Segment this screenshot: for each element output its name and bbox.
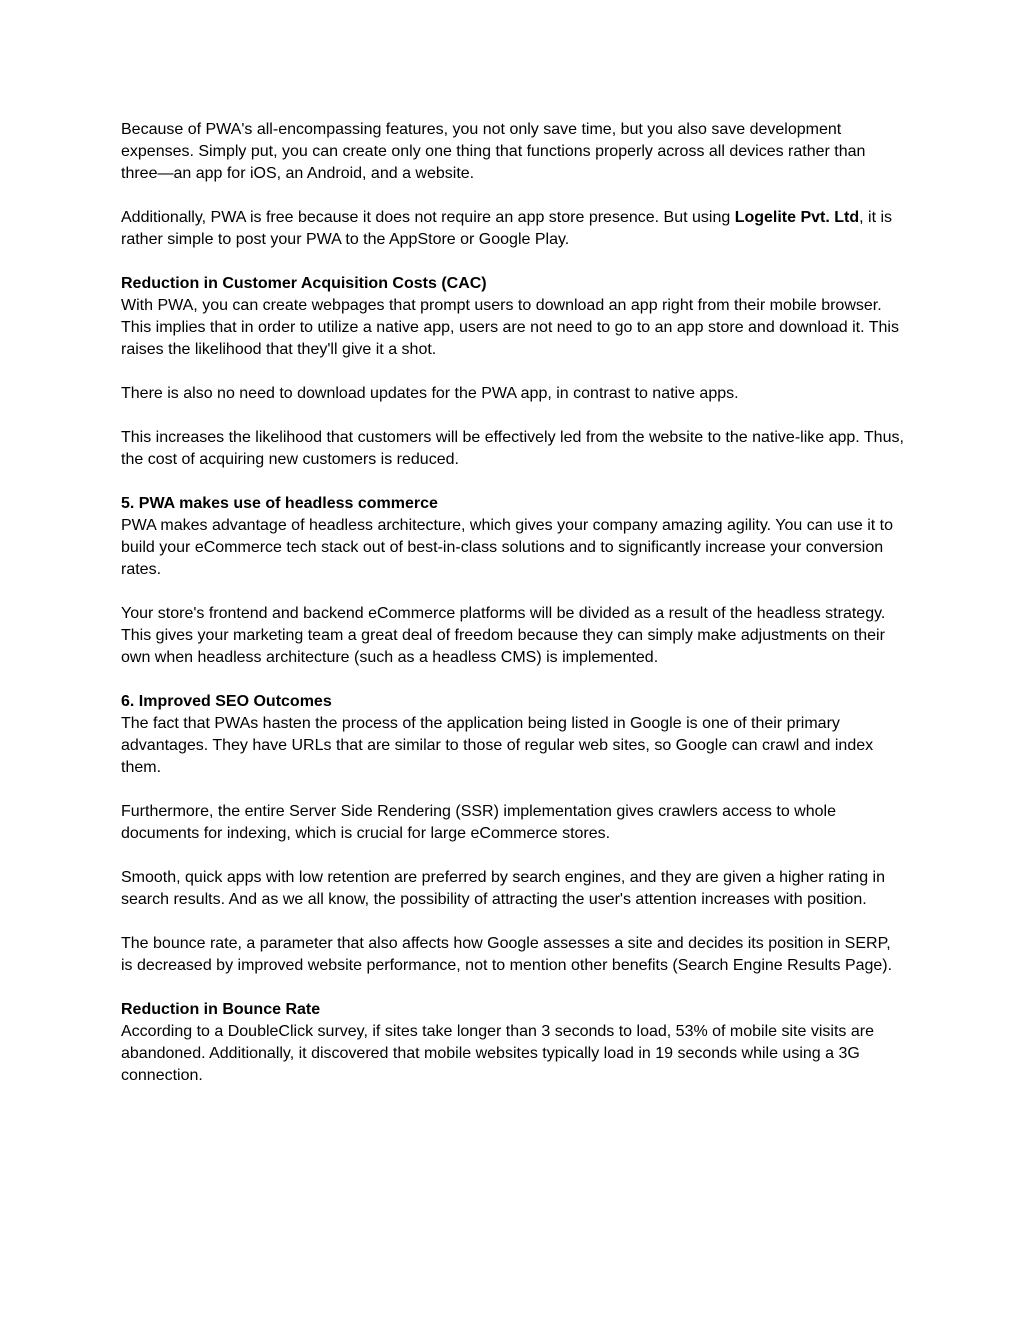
- paragraph-seo-ssr: Furthermore, the entire Server Side Rendering (SSR) implementation gives crawlers access to whole documents for indexing, which is crucial for large eCommerce stores.: [121, 803, 836, 842]
- section-cac: [121, 273, 905, 361]
- heading-bounce-rate: Reduction in Bounce Rate: [121, 1001, 321, 1018]
- heading-cac: Reduction in Customer Acquisition Costs (CAC): [121, 275, 487, 292]
- paragraph-cac-likelihood: This increases the likelihood that customers will be effectively led from the website to the native-like app. Thus, the cost of acquiring new customers is reduced.: [121, 429, 904, 468]
- company-name-bold: Logelite Pvt. Ltd: [734, 209, 860, 226]
- paragraph-headless-strategy: Your store's frontend and backend eCommerce platforms will be divided as a result of the headless strategy. This gives your marketing team a great deal of freedom because they can simply make adjustments on their own when headless architecture (such as a headless CMS) is implemented.: [121, 605, 886, 666]
- paragraph-app-store: [121, 207, 905, 251]
- paragraph-app-store-text-end: , it is rather simple to post your PWA to the AppStore or Google Play.: [121, 209, 893, 248]
- paragraph-seo-bounce: The bounce rate, a parameter that also affects how Google assesses a site and decides its position in SERP, is decreased by improved website performance, not to mention other benefits (Search Engine Results Page).: [121, 935, 893, 974]
- paragraph-cac-intro: With PWA, you can create webpages that prompt users to download an app right from their mobile browser. This implies that in order to utilize a native app, users are not need to go to an app store and download it. This raises the likelihood that they'll give it a shot.: [121, 297, 899, 358]
- heading-seo: 6. Improved SEO Outcomes: [121, 693, 332, 710]
- paragraph-seo-intro: The fact that PWAs hasten the process of the application being listed in Google is one of their primary advantages. They have URLs that are similar to those of regular web sites, so Google can crawl and index them.: [121, 715, 874, 776]
- paragraph-headless-intro: PWA makes advantage of headless architecture, which gives your company amazing agility. You can use it to build your eCommerce tech stack out of best-in-class solutions and to significantly increase your conversion rates.: [121, 517, 893, 578]
- paragraph-app-store-text-start: Additionally, PWA is free because it does not require an app store presence. But using: [121, 209, 735, 226]
- heading-headless: 5. PWA makes use of headless commerce: [121, 495, 438, 512]
- section-bounce-rate: [121, 999, 905, 1087]
- section-headless: [121, 493, 905, 581]
- document-page: [121, 119, 905, 1109]
- section-seo: [121, 691, 905, 779]
- paragraph-bounce-survey: According to a DoubleClick survey, if sites take longer than 3 seconds to load, 53% of mobile site visits are abandoned. Additionally, it discovered that mobile websites typically load in 19 seconds while using a 3G connection.: [121, 1023, 874, 1084]
- paragraph-cac-updates: There is also no need to download updates for the PWA app, in contrast to native apps.: [121, 385, 739, 402]
- paragraph-cost-savings: Because of PWA's all-encompassing features, you not only save time, but you also save development expenses. Simply put, you can create only one thing that functions properly across all devices rather than three—an app for iOS, an Android, and a website.: [121, 121, 866, 182]
- paragraph-seo-ranking: Smooth, quick apps with low retention are preferred by search engines, and they are given a higher rating in search results. And as we all know, the possibility of attracting the user's attention increases with position.: [121, 869, 885, 908]
